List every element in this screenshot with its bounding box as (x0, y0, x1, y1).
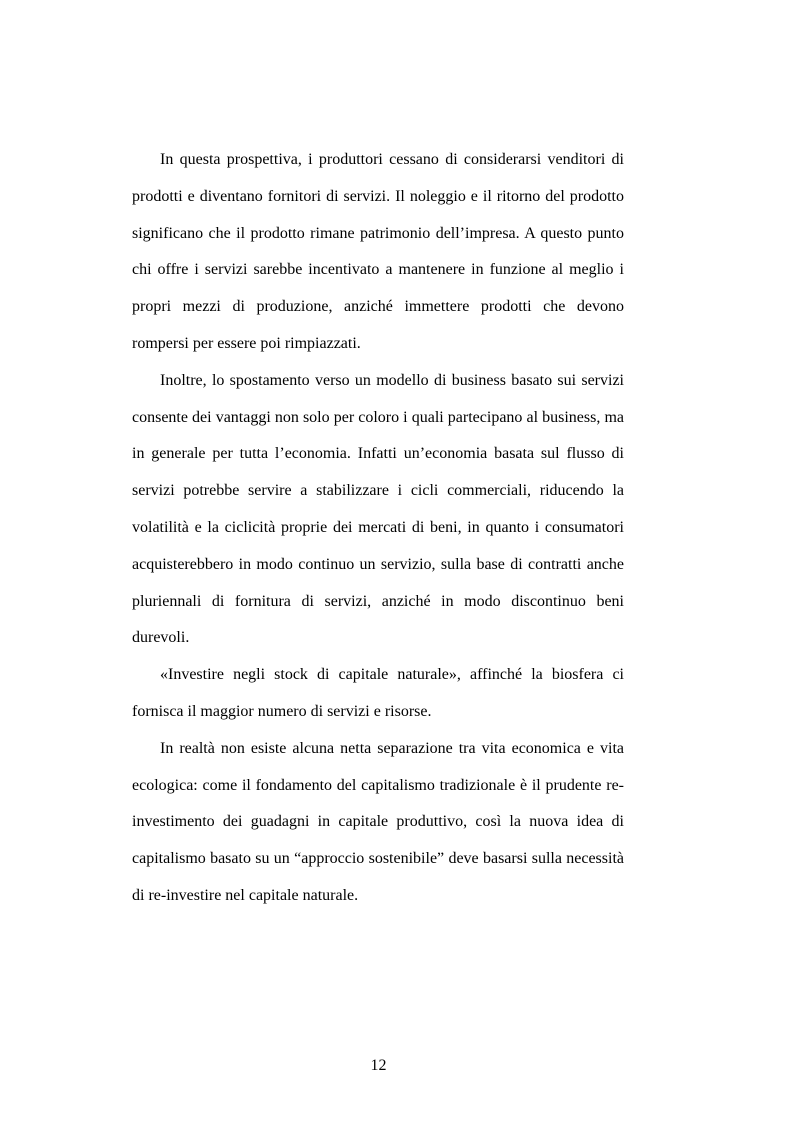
paragraph-economic-ecological: In realtà non esiste alcuna netta separazione tra vita economica e vita ecologica: come il fondamento del capitalismo tradizionale è il prudente re-investimento dei guadagni in capitale produttivo, così la nuova idea di capitalismo basato su un “approccio sostenibile” deve basarsi sulla necessità di re-investire nel capitale naturale. (132, 739, 624, 904)
page-number: 12 (370, 1057, 387, 1074)
page-body (132, 142, 624, 915)
paragraph-business-model: Inoltre, lo spostamento verso un modello di business basato sui servizi consente dei vantaggi non solo per coloro i quali partecipano al business, ma in generale per tutta l’economia. Infatti un’economia basata sul flusso di servizi potrebbe servire a stabilizzare i cicli commerciali, riducendo la volatilità e la ciclicità proprie dei mercati di beni, in quanto i consumatori acquisterebbero in modo continuo un servizio, sulla base di contratti anche pluriennali di fornitura di servizi, anziché in modo discontinuo beni durevoli. (132, 371, 624, 647)
paragraph-services-shift: In questa prospettiva, i produttori cessano di considerarsi venditori di prodotti e diventano fornitori di servizi. Il noleggio e il ritorno del prodotto significano che il prodotto rimane patrimonio dell’impresa. A questo punto chi offre i servizi sarebbe incentivato a mantenere in funzione al meglio i propri mezzi di produzione, anziché immettere prodotti che devono rompersi per essere poi rimpiazzati. (132, 151, 624, 352)
paragraph-natural-capital-quote: «Investire negli stock di capitale naturale», affinché la biosfera ci fornisca il maggior numero di servizi e risorse. (132, 666, 624, 720)
